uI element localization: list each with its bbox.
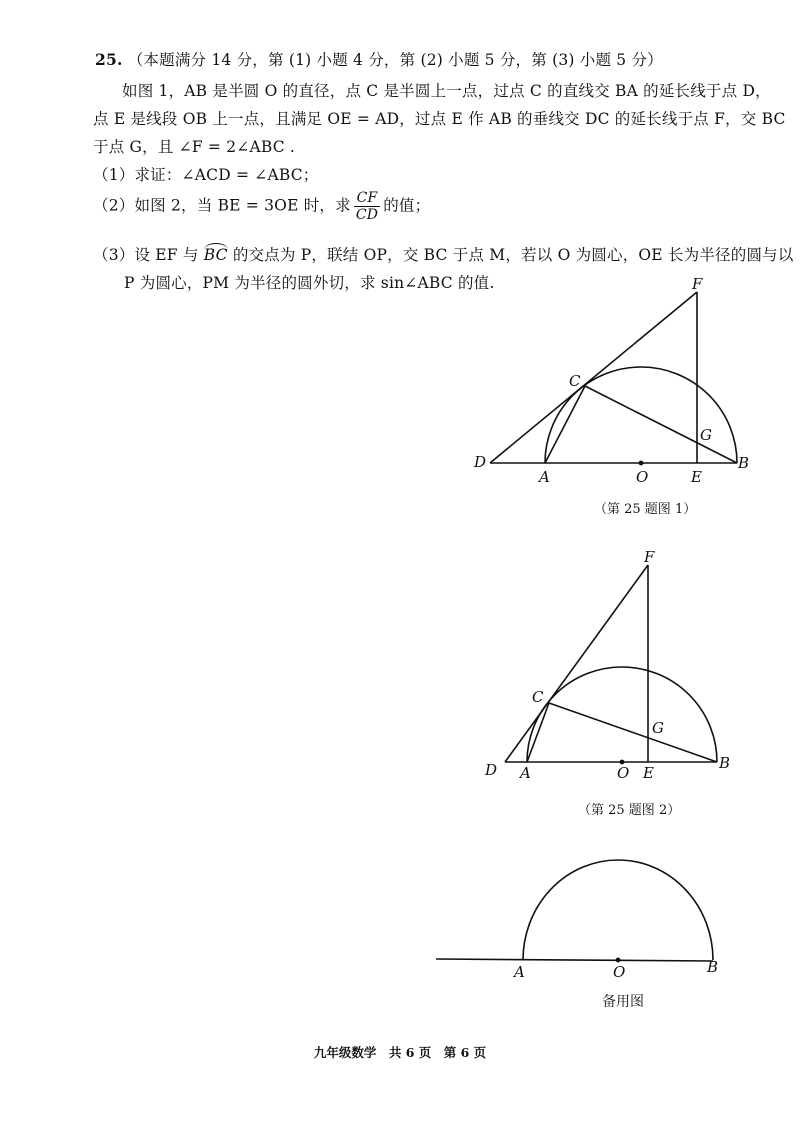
problem-number: 25. — [95, 50, 123, 69]
question-2-suffix: 的值； — [383, 196, 431, 215]
spare-center-dot — [616, 958, 621, 963]
intro-line-3: 于点 G，且 ∠F = 2∠ABC . — [93, 138, 296, 156]
fig2-label-f: F — [644, 548, 655, 566]
fig2-label-c: C — [532, 688, 544, 706]
spare-semicircle — [523, 860, 713, 960]
page-footer: 九年级数学 共 6 页 第 6 页 — [313, 1045, 487, 1060]
spare-label-o: O — [613, 963, 626, 981]
spare-figure-caption: 备用图 — [602, 994, 644, 1010]
question-1: （1）求证：∠ACD = ∠ABC； — [93, 166, 319, 184]
question-2-prefix: （2）如图 2，当 BE = 3OE 时，求 — [93, 196, 351, 215]
fig2-label-e: E — [643, 764, 654, 782]
fig1-label-e: E — [691, 468, 702, 486]
score-note: （本题满分 14 分，第 (1) 小题 4 分，第 (2) 小题 5 分，第 (3) 小题 5 分） — [127, 51, 663, 69]
question-3-prefix: （3）设 EF 与 — [93, 246, 199, 264]
fig2-label-b: B — [719, 754, 731, 772]
fig1-label-g: G — [700, 426, 712, 444]
fig2-label-a: A — [520, 764, 531, 782]
fig1-label-a: A — [539, 468, 550, 486]
spare-label-a: A — [514, 963, 525, 981]
fig1-label-f: F — [692, 275, 703, 293]
fig2-label-g: G — [652, 719, 664, 737]
fraction-denominator: CD — [355, 207, 379, 223]
fig1-label-o: O — [636, 468, 649, 486]
spare-label-b: B — [707, 958, 719, 976]
intro-line-2: 点 E 是线段 OB 上一点，且满足 OE = AD，过点 E 作 AB 的垂线交 DC 的延长线于点 F，交 BC — [93, 110, 786, 128]
figure-2-caption: （第 25 题图 2） — [578, 803, 681, 818]
fig1-label-d: D — [474, 453, 487, 471]
question-3-middle: 的交点为 P，联结 OP，交 BC 于点 M，若以 O 为圆心，OE 长为半径的圆与以 — [232, 246, 794, 264]
question-3-line-2: P 为圆心，PM 为半径的圆外切，求 sin∠ABC 的值. — [124, 274, 495, 292]
fraction-numerator: CF — [354, 190, 380, 207]
intro-line-1: 如图 1，AB 是半圆 O 的直径，点 C 是半圆上一点，过点 C 的直线交 BA 的延长线于点 D， — [122, 82, 771, 100]
fig2-label-o: O — [617, 764, 630, 782]
fig1-label-b: B — [738, 454, 750, 472]
fig1-label-c: C — [569, 372, 581, 390]
spare-line — [436, 959, 713, 961]
arc-bc-notation: BC — [203, 246, 228, 264]
figure-1-caption: （第 25 题图 1） — [594, 502, 697, 517]
fig2-label-d: D — [485, 761, 498, 779]
